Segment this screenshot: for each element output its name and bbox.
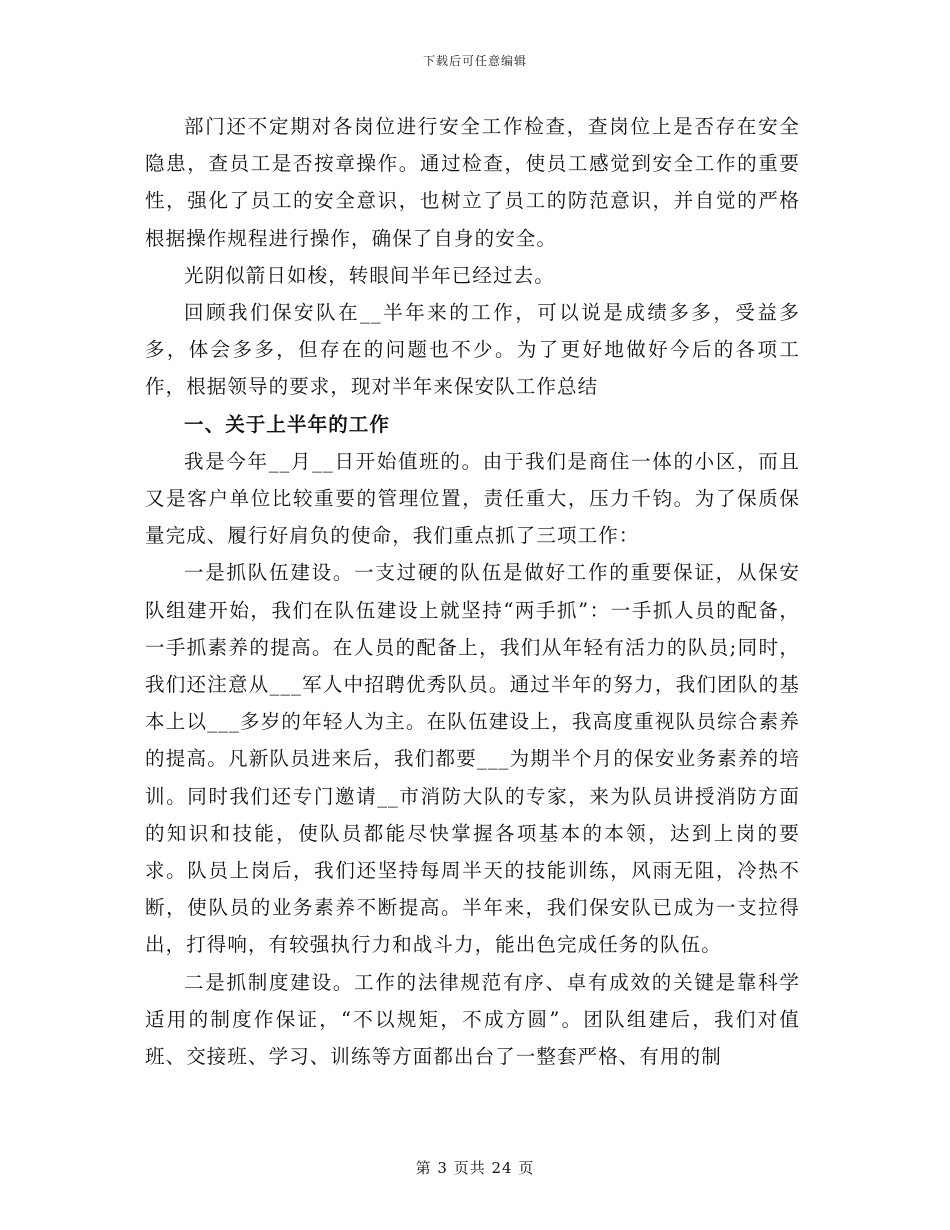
page-number: 第 3 页共 24 页	[415, 1159, 535, 1177]
paragraph-safety-inspection: 部门还不定期对各岗位进行安全工作检查，查岗位上是否存在安全隐患，查员工是否按章操作。通过检查，使员工感觉到安全工作的重要性，强化了员工的安全意识，也树立了员工的防范意识，并自觉的严格根据操作规程进行操作，确保了自身的安全。	[145, 115, 800, 250]
paragraph-start-duty: 我是今年__月__日开始值班的。由于我们是商住一体的小区，而且又是客户单位比较重要的管理位置，责任重大，压力千钧。为了保质保量完成、履行好肩负的使命，我们重点抓了三项工作：	[145, 449, 800, 548]
section-heading: 一、关于上半年的工作	[184, 412, 391, 436]
header-note: 下载后可任意编辑	[422, 54, 527, 68]
body-text	[145, 108, 800, 1075]
paragraph-system-building: 二是抓制度建设。工作的法律规范有序、卓有成效的关键是靠科学适用的制度作保证，“不以规矩，不成方圆”。团队组建后，我们对值班、交接班、学习、训练等方面都出台了一整套严格、有用的制	[145, 970, 800, 1069]
paragraph-review: 回顾我们保安队在__半年来的工作，可以说是成绩多多，受益多多，体会多多，但存在的问题也不少。为了更好地做好今后的各项工作，根据领导的要求，现对半年来保安队工作总结	[145, 301, 800, 399]
paragraph-team-building: 一是抓队伍建设。一支过硬的队伍是做好工作的重要保证，从保安队组建开始，我们在队伍建设上就坚持“两手抓”：一手抓人员的配备，一手抓素养的提高。在人员的配备上，我们从年轻有活力的队员;同时，我们还注意从___军人中招聘优秀队员。通过半年的努力，我们团队的基本上以___多岁的年轻人为主。在队伍建设上，我高度重视队员综合素养的提高。凡新队员进来后，我们都要___为期半个月的保安业务素养的培训。同时我们还专门邀请__市消防大队的专家，来为队员讲授消防方面的知识和技能，使队员都能尽快掌握各项基本的本领，达到上岗的要求。队员上岗后，我们还坚持每周半天的技能训练，风雨无阻，冷热不断，使队员的业务素养不断提高。半年来，我们保安队已成为一支拉得出，打得响，有较强执行力和战斗力，能出色完成任务的队伍。	[145, 561, 800, 957]
paragraph-time-passes: 光阴似箭日如梭，转眼间半年已经过去。	[184, 263, 555, 287]
